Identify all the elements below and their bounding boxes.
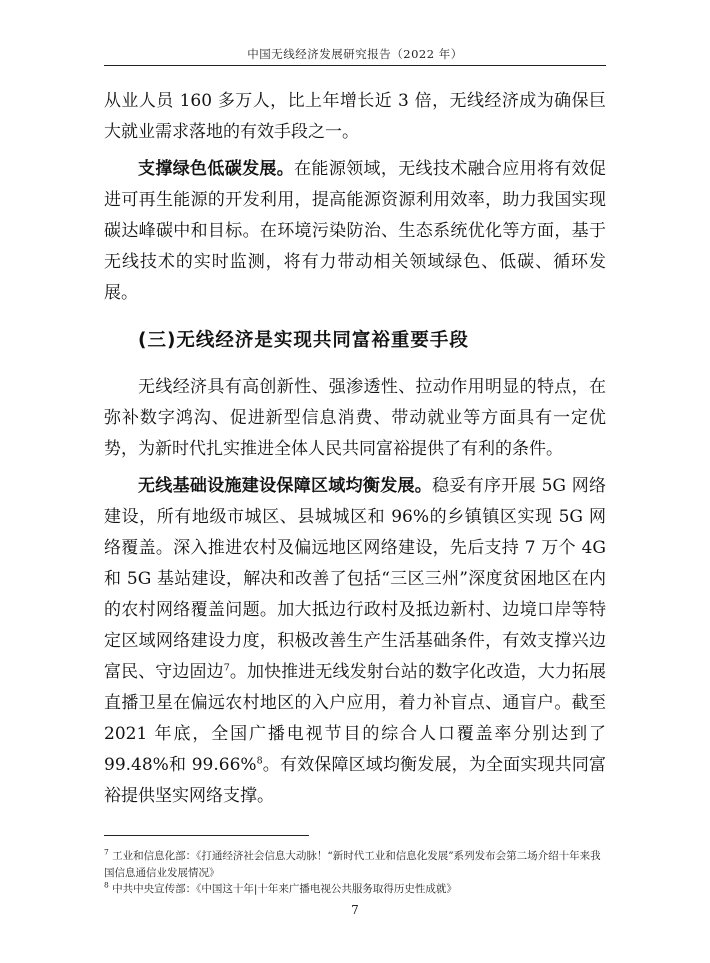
- paragraph-lead: 无线基础设施建设保障区域均衡发展。: [138, 476, 433, 496]
- paragraph-lead: 支撑绿色低碳发展。: [138, 159, 295, 179]
- paragraph-text: 稳妥有序开展 5G 网络建设，所有地级市城区、县城城区和 96%的乡镇镇区实现 5G 网络覆盖。深入推进农村及偏远地区网络建设，先后支持 7 万个 4G 和 5G 基站建设，解决和改善了包括“三区三州”深度贫困地区在内的农村网络覆盖问题。加大抵边行政村及抵边新村、边境口岸等特定区域网络建设力度，积极改善生产生活基础条件，有效支撑兴边富民、守边固边: [104, 476, 606, 682]
- paragraph-text: 从业人员 160 多万人，比上年增长近 3 倍，无线经济成为确保巨大就业需求落地的有效手段之一。: [104, 91, 606, 142]
- paragraph-common-prosperity: [104, 372, 606, 465]
- paragraph-text: 在能源领域，无线技术融合应用将有效促进可再生能源的开发利用，提高能源资源利用效率，助力我国实现碳达峰碳中和目标。在环境污染防治、生态系统优化等方面，基于无线技术的实时监测，将有力带动相关领域绿色、低碳、循环发展。: [104, 159, 607, 303]
- page-number: 7: [351, 903, 359, 917]
- footnote-mark: 7: [104, 847, 109, 857]
- paragraph-employment: [104, 86, 606, 148]
- footnote-text: 工业和信息化部：《打通经济社会信息大动脉！“新时代工业和信息化发展”系列发布会第二场介绍十年来我国信息通信业发展情况》: [104, 850, 601, 879]
- footnote-mark: 8: [104, 880, 109, 890]
- footnote-item: [104, 881, 606, 898]
- footnote-reference[interactable]: 7: [223, 662, 230, 674]
- section-heading: (三)无线经济是实现共同富裕重要手段: [138, 330, 469, 351]
- running-header: 中国无线经济发展研究报告（2022 年）: [247, 47, 463, 61]
- paragraph-infrastructure: [104, 471, 606, 812]
- paragraph-text: 无线经济具有高创新性、强渗透性、拉动作用明显的特点，在弥补数字鸿沟、促进新型信息消费、带动就业等方面具有一定优势，为新时代扎实推进全体人民共同富裕提供了有利的条件。: [104, 377, 606, 459]
- footnote-item: [104, 848, 606, 881]
- paragraph-text: 。加快推进无线发射台站的数字化改造，大力拓展直播卫星在偏远农村地区的入户应用，着力补盲点、通盲户。截至 2021 年底，全国广播电视节目的综合人口覆盖率分别达到了 99.48%和 99.66%: [104, 662, 607, 775]
- body-text: [104, 86, 606, 812]
- paragraph-green-low-carbon: [104, 154, 606, 309]
- footnote-rule: [104, 835, 309, 836]
- footnote-reference[interactable]: 8: [256, 755, 263, 767]
- header-rule: [104, 65, 606, 66]
- paragraph-text: 。有效保障区域均衡发展，为全面实现共同富裕提供坚实网络支撑。: [104, 755, 607, 806]
- footnote-text: 中共中央宣传部：《中国这十年|十年来广播电视公共服务取得历史性成就》: [108, 883, 457, 895]
- footnotes: [104, 848, 606, 898]
